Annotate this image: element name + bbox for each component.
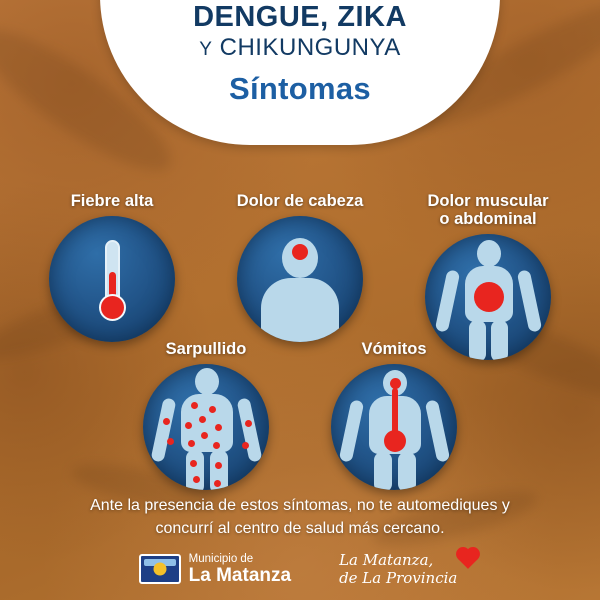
symptom-icon-circle: [143, 364, 269, 490]
symptom-icon-circle: [331, 364, 457, 490]
municipio-logo: [139, 553, 291, 586]
footer-advice: [0, 494, 600, 540]
provincia-slogan-line2: de La Provincia: [339, 569, 458, 588]
symptom-sarpullido: [142, 340, 270, 490]
symptom-label: Sarpullido: [165, 340, 247, 358]
symptom-label: Fiebre alta: [70, 192, 154, 210]
symptom-label: [424, 192, 552, 228]
municipio-label-big: La Matanza: [188, 564, 292, 586]
coat-of-arms-icon: [139, 554, 181, 584]
symptom-dolor-de-cabeza: [236, 192, 364, 342]
symptom-label-line1: Dolor muscular: [427, 192, 549, 210]
symptom-label-line2: o abdominal: [439, 210, 537, 229]
page-title: DENGUE, ZIKA: [193, 1, 407, 33]
symptom-dolor-muscular: [424, 192, 552, 360]
provincia-slogan: [339, 551, 461, 589]
logo-row: [0, 551, 600, 589]
page-subtitle: [100, 32, 500, 64]
footer-advice-line2: concurrí al centro de salud más cercano.: [155, 520, 445, 538]
symptom-fiebre-alta: [48, 192, 176, 342]
heart-icon: [458, 549, 478, 569]
symptom-label: Vómitos: [361, 340, 427, 358]
municipio-label-small: Municipio de: [188, 552, 254, 565]
page-subtitle-conjunction: Y: [199, 39, 213, 61]
footer-advice-line1: Ante la presencia de estos síntomas, no te automediques y: [90, 497, 510, 514]
symptom-icon-circle: [237, 216, 363, 342]
page-title-symptoms: Síntomas: [229, 70, 371, 106]
page-subtitle-text: CHIKUNGUNYA: [219, 34, 401, 62]
symptom-vomitos: [330, 340, 458, 490]
symptom-label: Dolor de cabeza: [236, 192, 364, 210]
symptom-icon-circle: [49, 216, 175, 342]
provincia-slogan-line1: La Matanza,: [339, 550, 434, 569]
